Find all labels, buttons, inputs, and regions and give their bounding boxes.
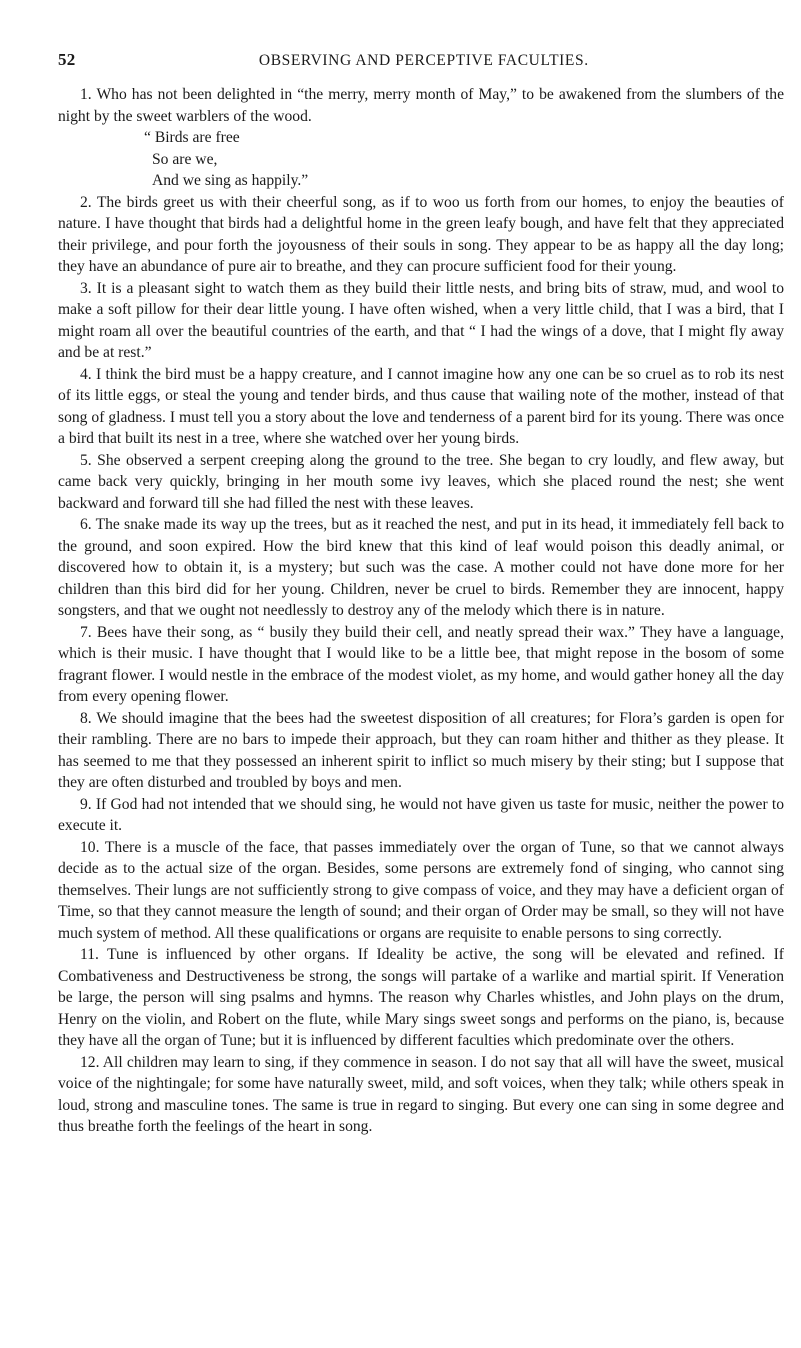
running-header xyxy=(58,50,782,70)
paragraph-7: 7. Bees have their song, as “ busily they build their cell, and neatly spread their wax.” They have a language, which is their music. I have thought that I would like to be a little bee, that might repose in the bosom of some fragrant flower. I would nestle in the embrace of the modest violet, as my home, and would gather honey all the day from every opening flower. xyxy=(58,623,784,705)
paragraph-6: 6. The snake made its way up the trees, but as it reached the nest, and put in its head, it immediately fell back to the ground, and soon expired. How the bird knew that this kind of leaf would poison this deadly animal, or discovered how to obtain it, is a mystery; but such was the case. A mother could not have done more for her children than this bird did for her young. Children, never be cruel to birds. Remember they are innocent, happy songsters, and that we ought not needlessly to destroy any of the melody which there is in nature. xyxy=(58,516,784,619)
paragraph-4: 4. I think the bird must be a happy creature, and I cannot imagine how any one can be so cruel as to rob its nest of its little eggs, or steal the young and tender birds, and thus cause that wailing note of the mother, instead of that song of gladness. I must tell you a story about the love and tenderness of a parent bird for its young. There was once a bird that built its nest in a tree, where she watched over her young birds. xyxy=(58,365,784,447)
paragraph-12: 12. All children may learn to sing, if they commence in season. I do not say that all will have the sweet, musical voice of the nightingale; for some have naturally sweet, mild, and soft voices, when they talk; while others speak in loud, strong and masculine tones. The same is true in regard to singing. But every one can sing in some degree and thus breathe forth the feelings of the heart in song. xyxy=(58,1053,784,1135)
paragraph-5: 5. She observed a serpent creeping along the ground to the tree. She began to cry loudly, and flew away, but came back very quickly, bringing in her mouth some ivy leaves, which she placed round the nest; she went backward and forward till she had filled the nest with these leaves. xyxy=(58,451,784,512)
poem-line-3: And we sing as happily.” xyxy=(152,172,309,189)
page-number: 52 xyxy=(58,50,76,69)
paragraph-3: 3. It is a pleasant sight to watch them as they build their little nests, and bring bits of straw, mud, and wool to make a soft pillow for their dear little young. I have often wished, when a very little child, that I was a bird, that I might roam all over the beautiful countries of the earth, and that “ I had the wings of a dove, that I might fly away and be at rest.” xyxy=(58,279,784,361)
paragraph-1: 1. Who has not been delighted in “the merry, merry month of May,” to be awakened from the slumbers of the night by the sweet warblers of the wood. xyxy=(58,86,784,125)
paragraph-11: 11. Tune is influenced by other organs. If Ideality be active, the song will be elevated and refined. If Combativeness and Destructiveness be strong, the songs will partake of a warlike and martial spirit. If Veneration be large, the person will sing psalms and hymns. The reason why Charles whistles, and John plays on the drum, Henry on the violin, and Robert on the flute, while Mary sings sweet songs and performs on the piano, is, because they have all the organ of Tune; but it is influenced by different faculties which predominate over the others. xyxy=(58,946,784,1049)
running-title: OBSERVING AND PERCEPTIVE FACULTIES. xyxy=(258,52,589,69)
poem-line-2: So are we, xyxy=(152,150,218,168)
paragraph-2: 2. The birds greet us with their cheerful song, as if to woo us forth from our homes, to enjoy the beauties of nature. I have thought that birds had a delightful home in the green leafy bough, and have felt that they appreciated their privilege, and pour forth the joyousness of their souls in song. They appear to be as happy all the day long; they have an abundance of pure air to breathe, and they can procure sufficient food for their young. xyxy=(58,193,784,275)
paragraph-8: 8. We should imagine that the bees had the sweetest disposition of all creatures; for Flora’s garden is open for their rambling. There are no bars to impede their approach, but they can roam hither and thither as they please. It has seemed to me that they possessed an inherent spirit to inflict so much misery by their sting; but I suppose that they are often disturbed and troubled by boys and men. xyxy=(58,709,784,791)
page-body xyxy=(58,84,784,1138)
poem-quote xyxy=(144,127,784,192)
poem-line-1: “ Birds are free xyxy=(144,129,240,146)
paragraph-9: 9. If God had not intended that we should sing, he would not have given us taste for music, neither the power to execute it. xyxy=(58,795,784,834)
paragraph-10: 10. There is a muscle of the face, that passes immediately over the organ of Tune, so that we cannot always decide as to the actual size of the organ. Besides, some persons are extremely fond of singing, who cannot sing themselves. Their lungs are not sufficiently strong to give compass of voice, and they may have a deficient organ of Time, so that they cannot measure the length of sound; and their organ of Order may be small, so they will not have much system of method. All these qualifications or organs are requisite to enable persons to sing correctly. xyxy=(58,838,784,942)
